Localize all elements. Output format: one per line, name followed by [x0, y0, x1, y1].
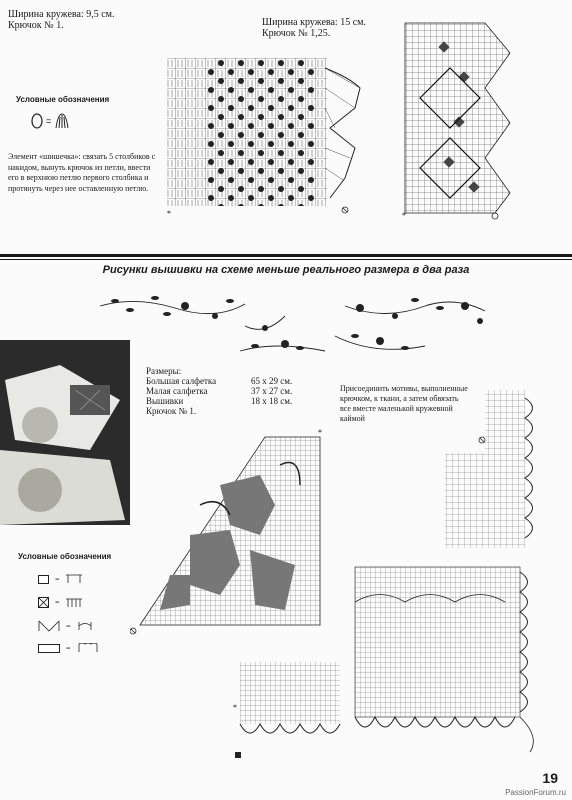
- hook-size-label-right: Крючок № 1,25.: [262, 28, 331, 39]
- lace-width-label-right: Ширина кружева: 15 см.: [262, 17, 366, 28]
- filled-mesh-symbol-icon: [38, 597, 49, 608]
- hook-size-label-left: Крючок № 1.: [8, 20, 64, 31]
- legend-equals: =: [66, 643, 71, 653]
- watermark: PassionForum.ru: [505, 788, 566, 797]
- section-divider-thin: [0, 259, 572, 260]
- size-row-embroidery: [146, 396, 292, 406]
- assembly-note: Присоединить мотивы, выполненные крючком, к ткани, а затем обвязать все вместе маленькой кружевной каймой: [340, 384, 468, 423]
- size-value: 65 х 29 см.: [251, 376, 293, 386]
- legend-item-lacet: [38, 620, 95, 632]
- bobble-stitch-description: Элемент «шишечка»: связать 5 столбиков с накидом, вынуть крючок из петли, ввести его в верхнюю петлю первого столбика и протянуть через нее оставленную петлю.: [8, 152, 156, 193]
- legend-title-bottom: Условные обозначения: [18, 552, 112, 561]
- filet-corner-chart: [130, 425, 330, 640]
- open-mesh-symbol-icon: [38, 575, 49, 584]
- lacet-symbol-icon: [38, 620, 60, 632]
- legend-equals: =: [55, 574, 60, 584]
- bar-stitch-icon: [77, 643, 99, 653]
- doily-photo: [0, 340, 130, 525]
- svg-text:*: *: [233, 703, 237, 712]
- svg-text:=: =: [46, 116, 52, 126]
- embroidery-motifs: [95, 286, 490, 358]
- size-row-small: [146, 386, 292, 396]
- bobble-stitch-symbol-icon: [30, 110, 74, 132]
- size-name: Малая салфетка: [146, 386, 208, 396]
- svg-text:*: *: [402, 211, 406, 220]
- sizes-hook: Крючок № 1.: [146, 406, 197, 416]
- legend-item-filled-mesh: [38, 597, 84, 608]
- vertical-edging-chart: [440, 388, 545, 548]
- sizes-block: [146, 366, 292, 416]
- legend-equals: =: [55, 598, 60, 607]
- border-corner-chart: [350, 562, 550, 762]
- embroidery-heading: Рисунки вышивки на схеме меньше реального размера в два раза: [102, 264, 470, 276]
- svg-text:*: *: [318, 428, 322, 437]
- sizes-title: Размеры:: [146, 366, 182, 376]
- size-name: Большая салфетка: [146, 376, 217, 386]
- edging-chart-right: [400, 18, 515, 223]
- size-value: 18 х 18 см.: [251, 396, 293, 406]
- size-name: Вышивки: [146, 396, 184, 406]
- lace-width-label-left: Ширина кружева: 9,5 см.: [8, 9, 115, 20]
- legend-title-top: Условные обозначения: [16, 95, 110, 104]
- edging-chart-left: [165, 48, 375, 220]
- double-crochet-pair-icon: [66, 574, 84, 584]
- size-value: 37 х 27 см.: [251, 386, 293, 396]
- svg-text:*: *: [167, 209, 171, 218]
- legend-item-bar: [38, 643, 99, 653]
- double-crochet-block-icon: [66, 598, 84, 608]
- section-divider: [0, 254, 572, 257]
- bottom-edging-chart: [230, 660, 345, 765]
- lacet-stitch-icon: [77, 621, 95, 631]
- legend-equals: =: [66, 621, 71, 631]
- legend-item-open-mesh: [38, 574, 84, 584]
- bar-symbol-icon: [38, 644, 60, 653]
- size-row-large: [146, 376, 292, 386]
- page-number: 19: [542, 770, 558, 786]
